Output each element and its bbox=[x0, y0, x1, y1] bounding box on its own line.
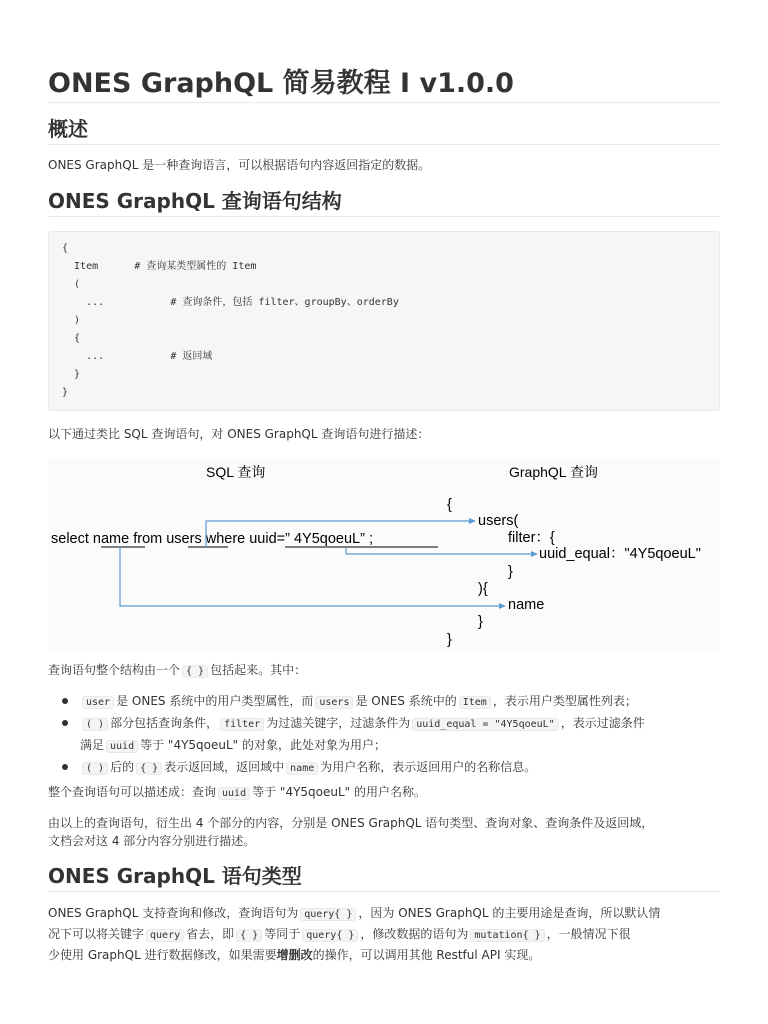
structure-explanation-list bbox=[48, 691, 720, 779]
inline-code: filter bbox=[220, 718, 264, 731]
graphql-line: name bbox=[508, 597, 545, 613]
sql-graphql-comparison-diagram bbox=[48, 458, 720, 650]
statement-types-line-2: 况下可以将关键字 query 省去，即 { } 等同于 query{ } ，修改数据的语句为 mutation{ } ，一般情况下很 bbox=[48, 927, 631, 941]
list-item: ( ) 部分包括查询条件， filter 为过滤关键字，过滤条件为 uuid_equal = "4Y5qoeuL" ，表示过滤条件 满足 uuid 等于 "4Y5qoeuL" 的对象，此处对象为用户； bbox=[48, 713, 720, 757]
code-line: { bbox=[62, 333, 81, 344]
graphql-line: } bbox=[478, 614, 483, 630]
overview-text: ONES GraphQL 是一种查询语言，可以根据语句内容返回指定的数据。 bbox=[48, 158, 431, 172]
inline-code: { } bbox=[136, 762, 162, 775]
graphql-line: ){ bbox=[478, 581, 488, 597]
inline-code: mutation{ } bbox=[470, 929, 544, 942]
structure-wrap-text: 查询语句整个结构由一个 { } 包括起来。其中： bbox=[48, 663, 307, 677]
sql-statement: select name from users where uuid=” 4Y5qoeuL” ; bbox=[51, 531, 373, 547]
inline-code: uuid bbox=[106, 740, 138, 753]
code-line: ... # 返回域 bbox=[62, 351, 213, 362]
structure-code-block bbox=[48, 231, 720, 411]
code-line: Item # 查询某类型属性的 Item bbox=[62, 261, 257, 272]
inline-code: { } bbox=[236, 929, 262, 942]
code-line: ( bbox=[62, 279, 81, 290]
structure-summary: 整个查询语句可以描述成：查询 uuid 等于 "4Y5qoeuL" 的用户名称。 bbox=[48, 785, 427, 799]
derive-text-line-2: 文档会对这 4 部分内容分别进行描述。 bbox=[48, 834, 256, 848]
inline-code: { } bbox=[182, 665, 208, 678]
inline-code: ( ) bbox=[82, 762, 108, 775]
bullet-dot bbox=[62, 720, 68, 726]
overview-heading: 概述 bbox=[48, 114, 720, 145]
graphql-line: users( bbox=[478, 513, 519, 529]
sql-column-title: SQL 查询 bbox=[206, 464, 266, 480]
sql-comparison-intro: 以下通过类比 SQL 查询语句，对 ONES GraphQL 查询语句进行描述： bbox=[48, 427, 430, 441]
code-line: } bbox=[62, 369, 81, 380]
inline-code: uuid bbox=[218, 787, 250, 800]
bullet-dot bbox=[62, 698, 68, 704]
bold-text: 增删改 bbox=[276, 948, 313, 962]
inline-code: query{ } bbox=[302, 929, 358, 942]
inline-code: query bbox=[146, 929, 184, 942]
graphql-line: uuid_equal："4Y5qoeuL" bbox=[539, 546, 701, 562]
list-item: ( ) 后的 { } 表示返回域，返回域中 name 为用户名称，表示返回用户的名称信息。 bbox=[48, 757, 720, 779]
code-line: { bbox=[62, 243, 69, 254]
graphql-line: filter：{ bbox=[508, 530, 555, 546]
inline-code: users bbox=[315, 696, 353, 709]
inline-code: name bbox=[286, 762, 318, 775]
code-line: ... # 查询条件，包括 filter、groupBy、orderBy bbox=[62, 297, 399, 308]
graphql-line: } bbox=[508, 564, 513, 580]
graphql-line: } bbox=[447, 632, 452, 648]
inline-code: ( ) bbox=[82, 718, 108, 731]
list-item: user 是 ONES 系统中的用户类型属性，而 users 是 ONES 系统中的 Item ，表示用户类型属性列表； bbox=[48, 691, 720, 713]
graphql-line: { bbox=[447, 497, 452, 513]
inline-code: Item bbox=[459, 696, 491, 709]
code-line: } bbox=[62, 387, 69, 398]
inline-code: user bbox=[82, 696, 114, 709]
inline-code: query{ } bbox=[300, 908, 356, 921]
structure-heading: ONES GraphQL 查询语句结构 bbox=[48, 186, 720, 217]
statement-types-line-3: 少使用 GraphQL 进行数据修改，如果需要增删改的操作，可以调用其他 Restful API 实现。 bbox=[48, 948, 541, 962]
code-line: ) bbox=[62, 315, 81, 326]
derive-text-line-1: 由以上的查询语句，衍生出 4 个部分的内容，分别是 ONES GraphQL 语句类型、查询对象、查询条件及返回域， bbox=[48, 816, 654, 830]
graphql-column-title: GraphQL 查询 bbox=[509, 464, 598, 480]
bullet-dot bbox=[62, 764, 68, 770]
statement-types-line-1: ONES GraphQL 支持查询和修改，查询语句为 query{ } ，因为 ONES GraphQL 的主要用途是查询，所以默认情 bbox=[48, 906, 661, 920]
statement-types-heading: ONES GraphQL 语句类型 bbox=[48, 861, 720, 892]
document-title: ONES GraphQL 简易教程 I v1.0.0 bbox=[48, 66, 720, 103]
inline-code: uuid_equal = "4Y5qoeuL" bbox=[412, 718, 558, 731]
